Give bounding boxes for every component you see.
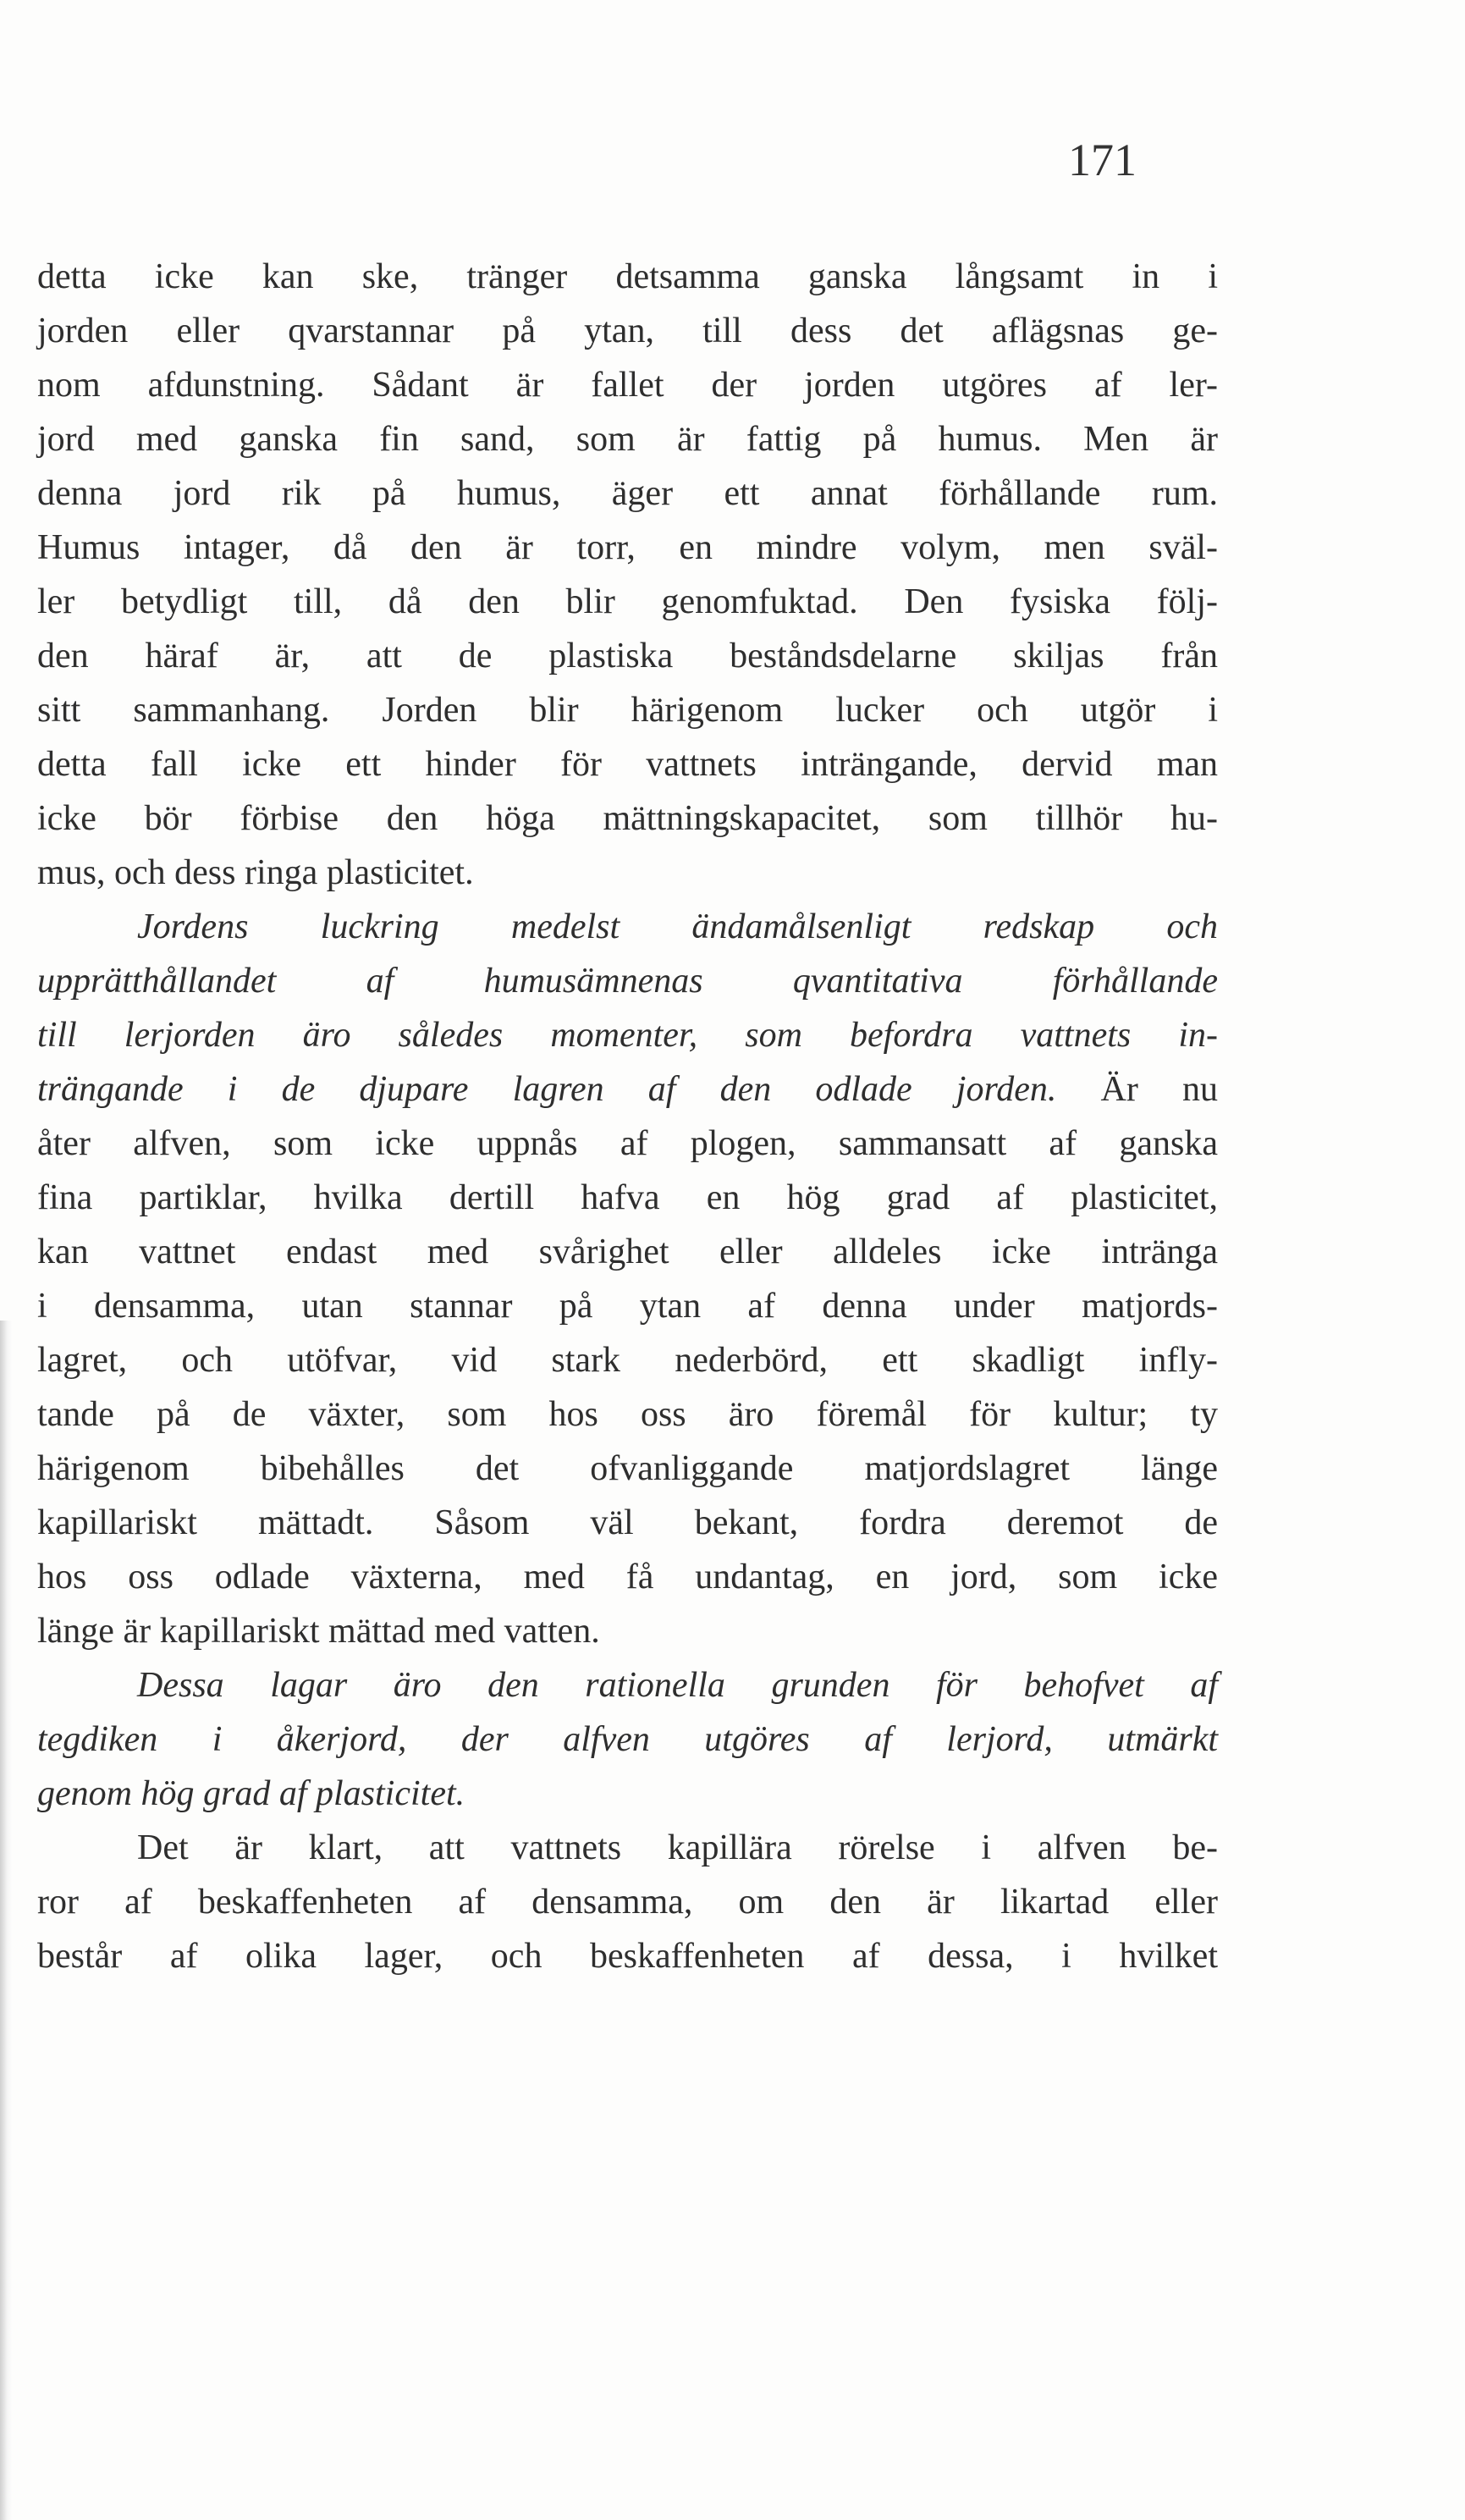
roman-segment: Är nu (1056, 1070, 1218, 1109)
italic-text-line: till lerjorden äro således momenter, som befordra vattnets in- (37, 1016, 1218, 1055)
italic-segment: trängande i de djupare lagren af den odlade jorden. (37, 1070, 1057, 1109)
text-line: ler betydligt till, då den blir genomfuktad. Den fysiska följ- (37, 582, 1218, 621)
mixed-text-line (37, 1062, 1218, 1117)
text-line: den häraf är, att de plastiska beståndsdelarne skiljas från (37, 637, 1218, 675)
text-line: i densamma, utan stannar på ytan af denna under matjords- (37, 1287, 1218, 1326)
page-number: 171 (1068, 135, 1137, 185)
italic-text-line: Dessa lagar äro den rationella grunden för behofvet af (137, 1666, 1218, 1705)
text-line: Det är klart, att vattnets kapillära rörelse i alfven be- (137, 1828, 1218, 1867)
text-line: Humus intager, då den är torr, en mindre volym, men sväl- (37, 528, 1218, 567)
text-line: tande på de växter, som hos oss äro föremål för kultur; ty (37, 1395, 1218, 1434)
text-line: denna jord rik på humus, äger ett annat förhållande rum. (37, 474, 1218, 513)
text-line: jorden eller qvarstannar på ytan, till dess det aflägsnas ge- (37, 312, 1218, 350)
text-line: härigenom bibehålles det ofvanliggande matjordslagret länge (37, 1449, 1218, 1488)
italic-text-line: Jordens luckring medelst ändamålsenligt redskap och (137, 907, 1218, 946)
body-text (37, 250, 1218, 1983)
text-line: mus, och dess ringa plasticitet. (37, 853, 474, 892)
text-line: jord med ganska fin sand, som är fattig på humus. Men är (37, 420, 1218, 459)
text-line: länge är kapillariskt mättad med vatten. (37, 1612, 600, 1651)
text-line: kan vattnet endast med svårighet eller alldeles icke intränga (37, 1232, 1218, 1271)
binding-edge (0, 1321, 12, 2520)
text-line: ror af beskaffenheten af densamma, om den är likartad eller (37, 1883, 1218, 1922)
italic-text-line: upprätthållandet af humusämnenas qvantitativa förhållande (37, 962, 1218, 1001)
text-line: kapillariskt mättadt. Såsom väl bekant, fordra deremot de (37, 1503, 1218, 1542)
text-line: detta fall icke ett hinder för vattnets inträngande, dervid man (37, 745, 1218, 784)
italic-text-line: tegdiken i åkerjord, der alfven utgöres af lerjord, utmärkt (37, 1720, 1218, 1759)
text-line: består af olika lager, och beskaffenheten af dessa, i hvilket (37, 1937, 1218, 1976)
text-line: fina partiklar, hvilka dertill hafva en hög grad af plasticitet, (37, 1178, 1218, 1217)
text-line: nom afdunstning. Sådant är fallet der jorden utgöres af ler- (37, 366, 1218, 405)
text-line: åter alfven, som icke uppnås af plogen, sammansatt af ganska (37, 1124, 1218, 1163)
text-line: lagret, och utöfvar, vid stark nederbörd, ett skadligt infly- (37, 1341, 1218, 1380)
italic-text-line: genom hög grad af plasticitet. (37, 1774, 465, 1813)
text-line: icke bör förbise den höga mättningskapacitet, som tillhör hu- (37, 799, 1218, 838)
text-line: detta icke kan ske, tränger detsamma ganska långsamt in i (37, 257, 1218, 296)
text-line: sitt sammanhang. Jorden blir härigenom lucker och utgör i (37, 691, 1218, 730)
text-line: hos oss odlade växterna, med få undantag, en jord, som icke (37, 1558, 1218, 1596)
